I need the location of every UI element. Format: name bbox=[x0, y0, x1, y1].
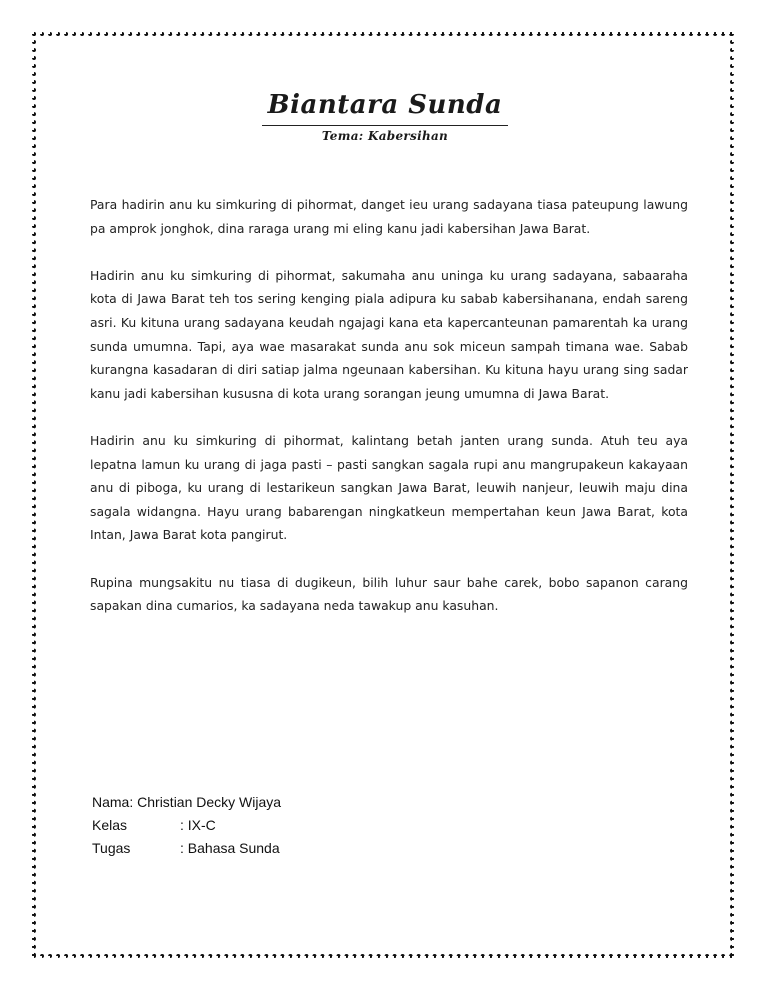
info-row-task bbox=[92, 837, 281, 860]
name-label: Nama bbox=[92, 794, 130, 810]
class-value: : IX-C bbox=[180, 817, 216, 833]
task-label: Tugas bbox=[92, 840, 131, 856]
paragraph-3: Hadirin anu ku simkuring di pihormat, kalintang betah janten urang sunda. Atuh teu aya lepatna lamun ku urang di jaga pasti – pasti sangkan sagala rupi anu mangrupakeun kakayaan anu di piboga, ku urang di lestarikeun sangkan Jawa Barat, leuwih nanjeur, leuwih maju dina sagala widangna. Hayu urang babarengan ningkatkeun mempertahan keun Jawa Barat, kota Intan, Jawa Barat kota pangirut. bbox=[90, 432, 688, 543]
info-row-class bbox=[92, 814, 281, 837]
speech-body bbox=[90, 193, 688, 641]
task-value: : Bahasa Sunda bbox=[180, 840, 280, 856]
document-title: Biantara Sunda bbox=[262, 88, 508, 126]
paragraph-2: Hadirin anu ku simkuring di pihormat, sakumaha anu uninga ku urang sadayana, sabaaraha kota di Jawa Barat teh tos sering kenging piala adipura ku sabab kabersihanana, endah sareng asri. Ku kituna urang sadayana keudah ngajagi kana eta kapercanteunan pamarentah ka urang sunda umumna. Tapi, aya wae masarakat sunda anu sok miceun sampah timana wae. Sabab kurangna kasadaran di diri satiap jalma ngeunaan kabersihan. Ku kituna hayu urang sing sadar kanu jadi kabersihan kususna di kota urang sorangan jeung umumna di Jawa Barat. bbox=[90, 267, 688, 401]
title-block bbox=[262, 88, 508, 143]
paragraph-4: Rupina mungsakitu nu tiasa di dugikeun, bilih luhur saur bahe carek, bobo sapanon carang sapakan dina cumarios, ka sadayana neda tawakup anu kasuhan. bbox=[90, 574, 688, 614]
name-value: : Christian Decky Wijaya bbox=[129, 794, 282, 810]
class-label: Kelas bbox=[92, 817, 128, 833]
paragraph-1: Para hadirin anu ku simkuring di pihormat, danget ieu urang sadayana tiasa pateupung lawung pa amprok jonghok, dina raraga urang mi eling kanu jadi kabersihan Jawa Barat. bbox=[90, 197, 688, 236]
info-row-name bbox=[92, 791, 281, 814]
document-subtitle: Tema: Kabersihan bbox=[321, 129, 449, 143]
student-info bbox=[92, 791, 281, 860]
